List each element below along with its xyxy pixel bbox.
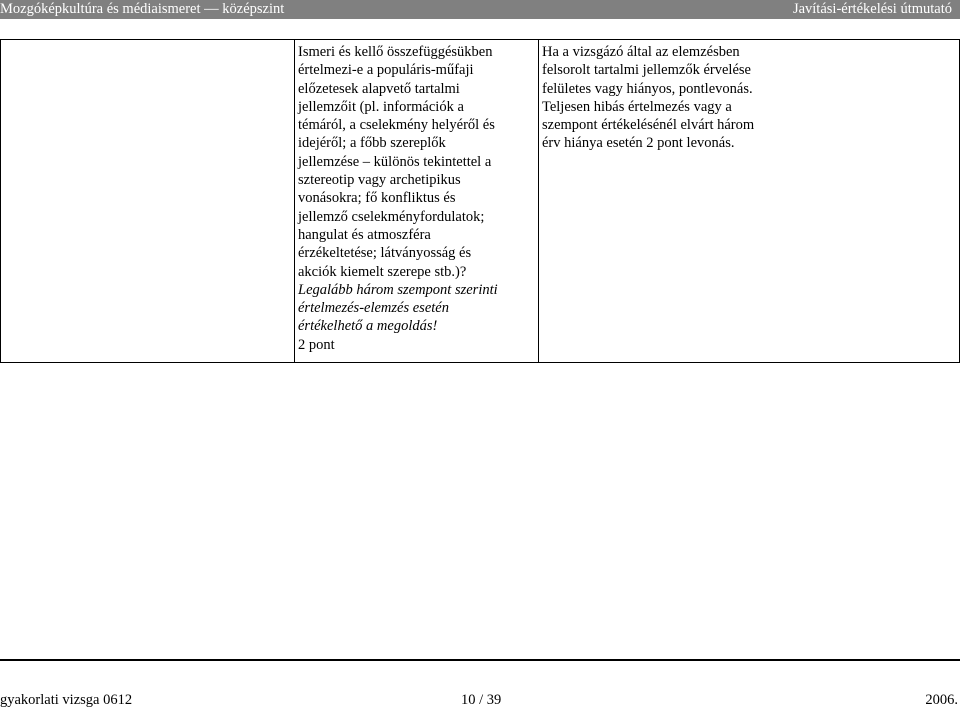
hint-line: Teljesen hibás értelmezés vagy a xyxy=(542,98,732,115)
table-row xyxy=(1,40,960,363)
task-points: 2 pont xyxy=(298,336,335,353)
hint-line: szempont értékelésénél elvárt három xyxy=(542,117,755,134)
footer-exam-code: gyakorlati vizsga 0612 xyxy=(0,692,133,708)
task-note-line: értékelhető a megoldás! xyxy=(298,318,438,335)
task-line: jellemzőit (pl. információk a xyxy=(298,98,464,115)
header-subject-title: Mozgóképkultúra és médiaismeret — középszint xyxy=(0,1,285,17)
task-line: hangulat és atmoszféra xyxy=(298,226,431,243)
hint-line: felületes vagy hiányos, pontlevonás. xyxy=(542,80,753,97)
grading-table xyxy=(0,39,960,363)
task-line: jellemző cselekményfordulatok; xyxy=(298,208,485,225)
hint-line: Ha a vizsgázó által az elemzésben xyxy=(542,44,740,60)
empty-cell xyxy=(1,40,295,363)
task-line: vonásokra; fő konfliktus és xyxy=(298,190,456,207)
task-line: érzékeltetése; látványosság és xyxy=(298,245,472,262)
task-line: idejéről; a főbb szereplők xyxy=(298,135,446,152)
hint-line: felsorolt tartalmi jellemzők érvelése xyxy=(542,62,751,79)
task-criteria-cell xyxy=(295,40,539,363)
task-line: sztereotip vagy archetipikus xyxy=(298,172,461,189)
footer-divider xyxy=(0,659,960,661)
footer-year: 2006. xyxy=(925,692,958,708)
page-header xyxy=(0,0,960,19)
task-line: akciók kiemelt szerepe stb.)? xyxy=(298,263,467,280)
grading-hint-cell xyxy=(539,40,960,363)
hint-line: érv hiánya esetén 2 pont levonás. xyxy=(542,135,735,152)
task-line: témáról, a cselekmény helyéről és xyxy=(298,117,495,134)
task-note-line: értelmezés-elemzés esetén xyxy=(298,300,449,317)
task-line: értelmezi-e a populáris-műfaji xyxy=(298,62,474,79)
task-line: Ismeri és kellő összefüggésükben xyxy=(298,44,493,60)
header-document-type: Javítási-értékelési útmutató xyxy=(792,1,952,17)
task-note-line: Legalább három szempont szerinti xyxy=(298,281,498,298)
task-line: előzetesek alapvető tartalmi xyxy=(298,80,460,97)
page-number: 10 / 39 xyxy=(461,692,502,708)
task-line: jellemzése – különös tekintettel a xyxy=(298,153,492,170)
